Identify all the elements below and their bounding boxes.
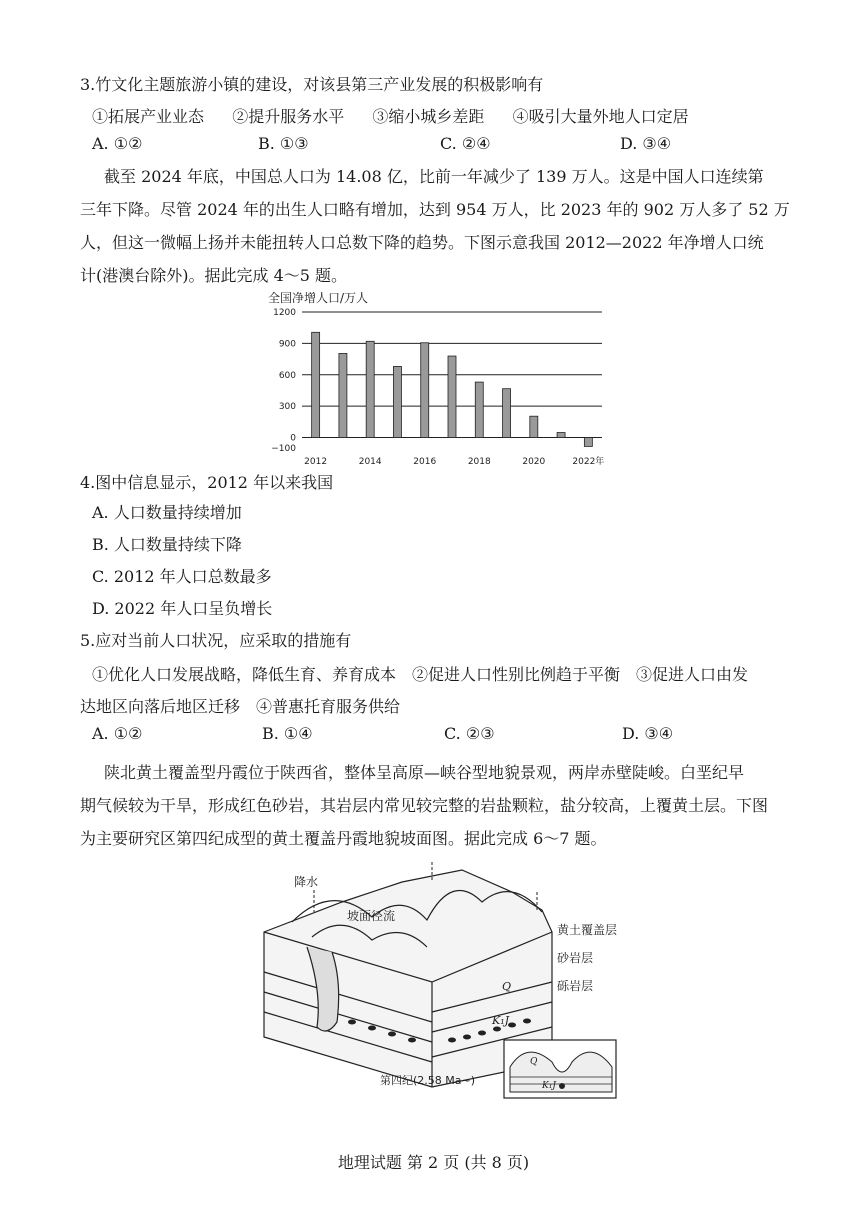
chart-y-tick-label: 600 xyxy=(278,370,296,381)
chart-y-ticks xyxy=(271,308,296,454)
chart-bar-2012 xyxy=(312,332,320,437)
q3-stem: 3.竹文化主题旅游小镇的建设，对该县第三产业发展的积极影响有 xyxy=(80,75,544,94)
chart-bar-2013 xyxy=(339,353,347,437)
label-runoff: 坡面径流 xyxy=(347,909,396,923)
q5-stem: 5.应对当前人口状况，应采取的措施有 xyxy=(80,631,352,650)
intro2-line-2: 期气候较为干旱，形成红色砂岩，其岩层内常见较完整的岩盐颗粒，盐分较高，上覆黄土层。下图 xyxy=(80,796,769,815)
q5-choice-c: C. ②③ xyxy=(444,724,495,743)
q4-stem: 4.图中信息显示，2012 年以来我国 xyxy=(80,473,334,492)
q4-option-a: A. 人口数量持续增加 xyxy=(92,503,242,522)
q3-statement-4: ④吸引大量外地人口定居 xyxy=(512,107,689,126)
chart-bar-2017 xyxy=(448,356,456,437)
chart-bar-2019 xyxy=(503,389,511,438)
q5-statements-line-1: ①优化人口发展战略，降低生育、养育成本 ②促进人口性别比例趋于平衡 ③促进人口由发 xyxy=(92,665,749,684)
chart-y-tick-label: 1200 xyxy=(273,308,296,318)
population-chart xyxy=(262,288,607,468)
q3-statement-2: ②提升服务水平 xyxy=(232,107,345,126)
q3-statement-3: ③缩小城乡差距 xyxy=(372,107,485,126)
chart-x-tick-label: 2018 xyxy=(467,457,491,467)
q5-statements-line-2: 达地区向落后地区迁移 ④普惠托育服务供给 xyxy=(80,697,401,716)
label-loess-layer: 黄土覆盖层 xyxy=(557,923,618,937)
inset-label-q: Q xyxy=(530,1057,538,1067)
intro2-line-3: 为主要研究区第四纪成型的黄土覆盖丹霞地貌坡面图。据此完成 6～7 题。 xyxy=(80,829,607,848)
chart-bar-2020 xyxy=(530,416,538,437)
q4-option-d: D. 2022 年人口呈负增长 xyxy=(92,599,273,618)
intro2-line-1: 陕北黄土覆盖型丹霞位于陕西省，整体呈高原—峡谷型地貌景观，两岸赤壁陡峻。白垩纪早 xyxy=(104,763,745,782)
chart-bar-2015 xyxy=(393,366,401,437)
intro-paragraph-danxia xyxy=(80,756,800,855)
danxia-landform-figure xyxy=(252,862,642,1102)
population-bar-chart xyxy=(262,288,607,468)
chart-y-tick-label: −100 xyxy=(271,444,296,454)
chart-bar-2021 xyxy=(557,433,565,438)
q5-choice-d: D. ③④ xyxy=(622,724,674,743)
chart-y-axis-label: 全国净增人口/万人 xyxy=(268,291,369,305)
q3-choice-b: B. ①③ xyxy=(258,134,309,153)
intro1-line-3: 人，但这一微幅上扬并未能扭转人口总数下降的趋势。下图示意我国 2012—2022 年净增人口统 xyxy=(80,233,764,252)
inset-profile xyxy=(504,1040,616,1098)
label-sandstone-layer: 砂岩层 xyxy=(557,951,594,965)
q5-choice-a: A. ①② xyxy=(92,724,143,743)
intro1-line-2: 三年下降。尽管 2024 年的出生人口略有增加，达到 954 万人，比 2023 年的 902 万人多了 52 万 xyxy=(80,200,790,219)
q3-choice-a: A. ①② xyxy=(92,134,143,153)
q5-choice-b: B. ①④ xyxy=(262,724,313,743)
figure-caption: 第四纪(2.58 Ma~) xyxy=(380,1074,476,1087)
intro1-line-4: 计(港澳台除外)。据此完成 4～5 题。 xyxy=(80,266,348,285)
page-footer: 地理试题 第 2 页 (共 8 页) xyxy=(337,1153,530,1172)
inset-label-k1j: K₁J xyxy=(542,1081,556,1091)
q3-statements xyxy=(92,104,689,127)
chart-bar-2016 xyxy=(421,343,429,438)
chart-x-tick-label: 2022年 xyxy=(572,457,605,467)
q4-option-b: B. 人口数量持续下降 xyxy=(92,535,242,554)
intro1-line-1: 截至 2024 年底，中国总人口为 14.08 亿，比前一年减少了 139 万人。这是中国人口连续第 xyxy=(104,167,764,186)
label-k1j: K₁J xyxy=(492,1014,510,1027)
chart-x-tick-label: 2012 xyxy=(304,457,328,467)
intro-paragraph-population xyxy=(80,160,800,292)
chart-bar-2018 xyxy=(475,382,483,437)
chart-y-tick-label: 0 xyxy=(290,433,296,444)
chart-y-tick-label: 900 xyxy=(278,339,296,350)
chart-bar-2022 xyxy=(584,438,592,447)
chart-x-ticks xyxy=(304,455,604,467)
label-rain: 降水 xyxy=(294,875,319,889)
q4-option-c: C. 2012 年人口总数最多 xyxy=(92,567,272,586)
chart-x-tick-label: 2014 xyxy=(358,457,382,467)
chart-x-tick-label: 2020 xyxy=(522,457,546,467)
q3-choice-d: D. ③④ xyxy=(620,134,672,153)
chart-x-tick-label: 2016 xyxy=(413,457,437,467)
danxia-block-diagram xyxy=(252,862,642,1102)
label-gravel-layer: 砾岩层 xyxy=(557,979,594,993)
label-q: Q xyxy=(502,980,512,993)
chart-y-tick-label: 300 xyxy=(278,402,296,413)
q3-choice-c: C. ②④ xyxy=(440,134,491,153)
q3-statement-1: ①拓展产业业态 xyxy=(92,107,205,126)
chart-bars xyxy=(312,332,593,446)
chart-bar-2014 xyxy=(366,341,374,437)
